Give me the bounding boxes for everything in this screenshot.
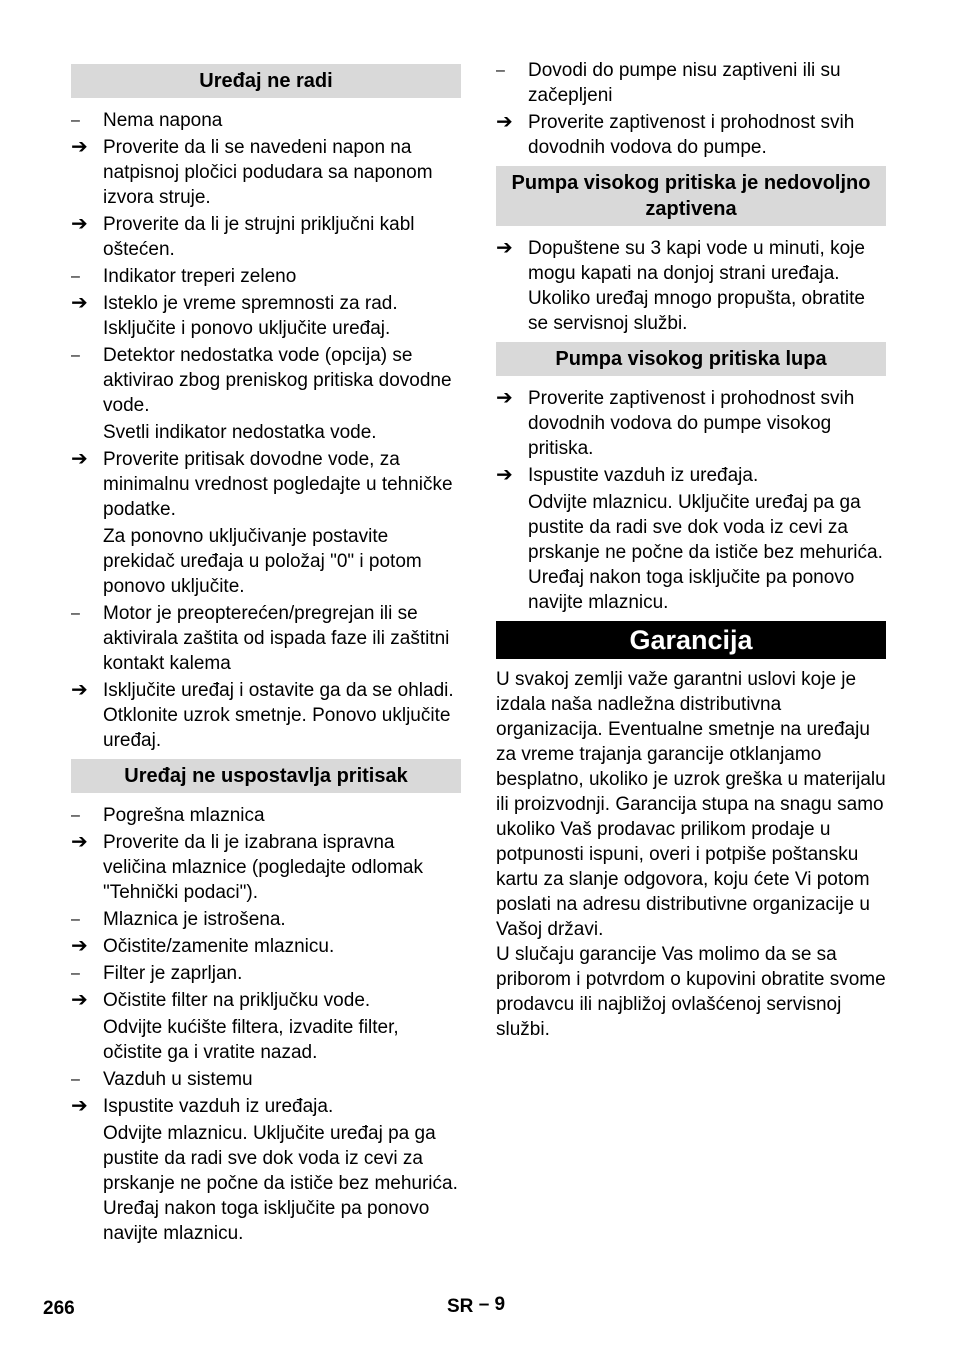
note-item (71, 1121, 461, 1246)
dash-icon: – (71, 1071, 80, 1088)
indent-spacer (71, 524, 103, 599)
remedy-item (71, 678, 461, 753)
right-column (496, 58, 886, 1042)
arrow-right-icon: ➔ (496, 237, 513, 259)
item-text: Proverite da li je strujni priključni kabl oštećen. (103, 214, 415, 260)
item-text: Odvijte kućište filtera, izvadite filter, očistite ga i vratite nazad. (103, 1017, 399, 1063)
item-text: Očistite/zamenite mlaznicu. (103, 936, 335, 957)
item-text: Očistite filter na priključku vode. (103, 990, 371, 1011)
fault-item (71, 264, 461, 289)
item-text: Proverite zaptivenost i prohodnost svih dovodnih vodova do pumpe visokog pritiska. (528, 388, 855, 459)
paragraph: U slučaju garancije Vas molimo da se sa priborom i potvrdom o kupovini obratite svome prodavcu ili najbližoj ovlašćenoj servisnoj službi. (496, 944, 886, 1040)
dash-icon: – (496, 62, 505, 79)
item-text: Odvijte mlaznicu. Uključite uređaj pa ga pustite da radi sve dok voda iz cevi za prskanje ne počne da ističe bez mehurića. Uređaj nakon toga isključite pa ponovo navijte mlaznicu. (528, 492, 883, 613)
item-text: Proverite da li se navedeni napon na natpisnoj pločici podudara sa naponom izvora struje. (103, 137, 433, 208)
item-text: Dopuštene su 3 kapi vode u minuti, koje mogu kapati na donjoj strani uređaja. Ukoliko uređaj mnogo propušta, obratite se servisnoj službi. (528, 238, 865, 334)
item-text: Pogrešna mlaznica (103, 805, 265, 826)
dash-icon: – (71, 605, 80, 622)
chapter-heading: Garancija (496, 621, 886, 659)
fault-item (71, 961, 461, 986)
item-text: Proverite pritisak dovodne vode, za minimalnu vrednost pogledajte u tehničke podatke. (103, 449, 453, 520)
remedy-item (496, 110, 886, 160)
section-heading: Uređaj ne radi (71, 64, 461, 98)
note-item (496, 490, 886, 615)
item-text: Za ponovno uključivanje postavite prekidač uređaja u položaj "0" i potom ponovo uključite. (103, 526, 422, 597)
note-item (71, 420, 461, 445)
item-text: Detektor nedostatka vode (opcija) se aktivirao zbog preniskog pritiska dovodne vode. (103, 345, 452, 416)
remedy-item (71, 1094, 461, 1119)
dash-icon: – (71, 911, 80, 928)
section-heading: Uređaj ne uspostavlja pritisak (71, 759, 461, 793)
fault-item (71, 343, 461, 418)
indent-spacer (71, 420, 103, 445)
arrow-right-icon: ➔ (71, 292, 88, 314)
fault-item (71, 907, 461, 932)
remedy-item (71, 934, 461, 959)
arrow-right-icon: ➔ (71, 935, 88, 957)
item-text: Isključite uređaj i ostavite ga da se ohladi. Otklonite uzrok smetnje. Ponovo uključite uređaj. (103, 680, 454, 751)
remedy-item (496, 463, 886, 488)
remedy-item (496, 236, 886, 336)
arrow-right-icon: ➔ (71, 989, 88, 1011)
arrow-right-icon: ➔ (71, 136, 88, 158)
remedy-item (71, 291, 461, 341)
item-text: Motor je preopterećen/pregrejan ili se aktivirala zaštita od ispada faze ili zaštitni kontakt kalema (103, 603, 450, 674)
note-item (71, 1015, 461, 1065)
fault-item (496, 58, 886, 108)
item-text: Isteklo je vreme spremnosti za rad. Isključite i ponovo uključite uređaj. (103, 293, 398, 339)
fault-item (71, 803, 461, 828)
footer-language: SR (447, 1296, 474, 1317)
section-heading: Pumpa visokog pritiska je nedovoljno zaptivena (496, 166, 886, 226)
dash-icon: – (71, 965, 80, 982)
item-text: Odvijte mlaznicu. Uključite uređaj pa ga pustite da radi sve dok voda iz cevi za prskanje ne počne da ističe bez mehurića. Uređaj nakon toga isključite pa ponovo navijte mlaznicu. (103, 1123, 458, 1244)
dash-icon: – (71, 807, 80, 824)
indent-spacer (71, 1121, 103, 1246)
item-text: Ispustite vazduh iz uređaja. (103, 1096, 334, 1117)
arrow-right-icon: ➔ (71, 1095, 88, 1117)
item-text: Indikator treperi zeleno (103, 266, 297, 287)
fault-item (71, 601, 461, 676)
item-text: Proverite zaptivenost i prohodnost svih dovodnih vodova do pumpe. (528, 112, 855, 158)
item-text: Dovodi do pumpe nisu zaptiveni ili su začepljeni (528, 60, 841, 106)
page-number: 266 (43, 1298, 75, 1319)
footer-section-number: – 9 (478, 1294, 506, 1315)
remedy-item (496, 386, 886, 461)
item-text: Proverite da li je izabrana ispravna veličina mlaznice (pogledajte odlomak "Tehnički podaci"). (103, 832, 424, 903)
item-text: Ispustite vazduh iz uređaja. (528, 465, 759, 486)
dash-icon: – (71, 347, 80, 364)
note-item (71, 524, 461, 599)
remedy-item (71, 830, 461, 905)
paragraph: U svakoj zemlji važe garantni uslovi koje je izdala naša nadležna distributivna organizacija. Eventualne smetnje na uređaju za vreme trajanja garancije otklanjamo besplatno, ukoliko je uzrok greška u materijalu ili proizvodnji. Garancija stupa na snagu samo ukoliko Vaš prodavac prilikom prodaje u potpunosti ispuni, overi i potpiše poštansku kartu za slanje odgovora, koju ćete Vi potom poslati na adresu distributivne organizacije u Vašoj državi. (496, 669, 886, 940)
item-text: Filter je zaprljan. (103, 963, 243, 984)
item-text: Mlaznica je istrošena. (103, 909, 286, 930)
arrow-right-icon: ➔ (71, 448, 88, 470)
remedy-item (71, 212, 461, 262)
item-text: Svetli indikator nedostatka vode. (103, 422, 377, 443)
indent-spacer (496, 490, 528, 615)
arrow-right-icon: ➔ (496, 111, 513, 133)
left-column (71, 58, 461, 1248)
arrow-right-icon: ➔ (71, 831, 88, 853)
footer-language-section (447, 1296, 505, 1318)
indent-spacer (71, 1015, 103, 1065)
arrow-right-icon: ➔ (496, 464, 513, 486)
item-text: Nema napona (103, 110, 223, 131)
remedy-item (71, 447, 461, 522)
arrow-right-icon: ➔ (496, 387, 513, 409)
dash-icon: – (71, 112, 80, 129)
dash-icon: – (71, 268, 80, 285)
arrow-right-icon: ➔ (71, 679, 88, 701)
remedy-item (71, 135, 461, 210)
fault-item (71, 1067, 461, 1092)
arrow-right-icon: ➔ (71, 213, 88, 235)
remedy-item (71, 988, 461, 1013)
item-text: Vazduh u sistemu (103, 1069, 253, 1090)
fault-item (71, 108, 461, 133)
section-heading: Pumpa visokog pritiska lupa (496, 342, 886, 376)
